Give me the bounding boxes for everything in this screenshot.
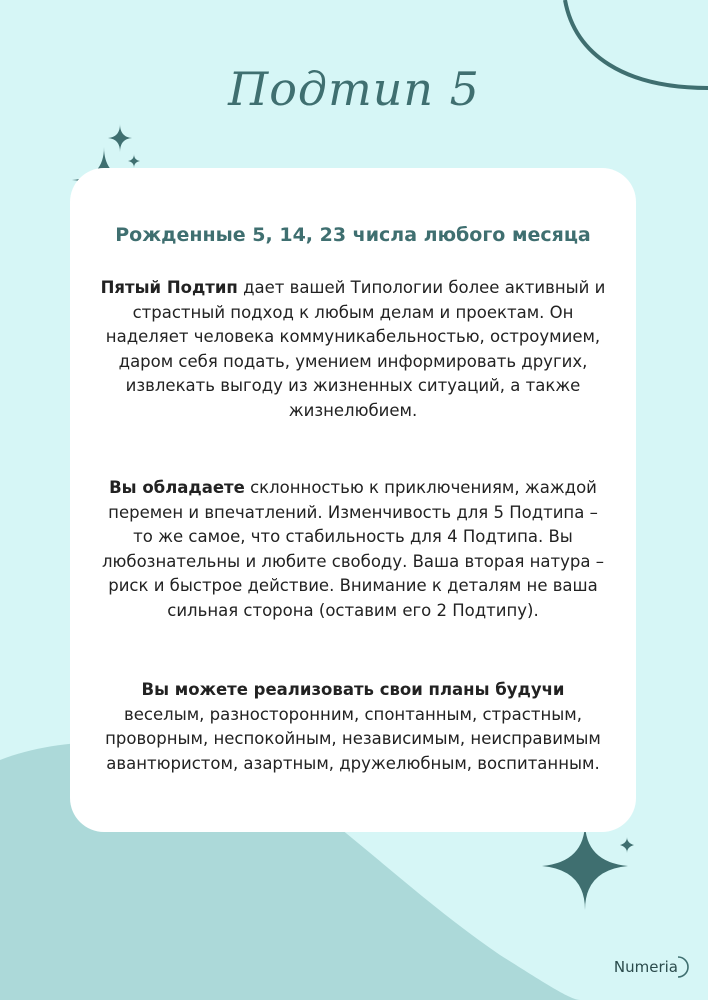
sparkle-icon — [128, 154, 140, 168]
paragraph-2 — [100, 476, 606, 623]
paragraph-3-text: веселым, разносторонним, спонтанным, страстным, проворным, неспокойным, независимым, неисправимым авантюристом, азартным, дружелюбным, воспитанным. — [105, 704, 601, 773]
paragraph-2-text: склонностью к приключениям, жаждой перемен и впечатлений. Изменчивость для 5 Подтипа – то же самое, что стабильность для 4 Подтипа. Вы любознательны и любите свободу. Ваша вторая натура – риск и быстрое действие. Внимание к деталям не ваша сильная сторона (оставим его 2 Подтипу). — [101, 478, 605, 620]
sparkle-icon — [542, 822, 628, 910]
sparkle-icon — [108, 124, 132, 152]
brand-logo-text: Numeria — [613, 958, 678, 976]
paragraph-3 — [100, 678, 606, 776]
brand-logo — [614, 955, 690, 979]
paragraph-1 — [100, 276, 606, 423]
paragraph-1-text: дает вашей Типологии более активный и страстный подход к любым делам и проектам. Он наделяет человека коммуникабельностью, остроумием, даром себя подать, умением информировать других, извлекать выгоду из жизненных ситуаций, а также жизнелюбием. — [105, 278, 606, 420]
content-card — [70, 168, 636, 832]
logo-arc-icon — [676, 955, 690, 979]
subtitle: Рожденные 5, 14, 23 числа любого месяца — [115, 224, 591, 246]
paragraph-2-bold: Вы обладаете — [109, 478, 245, 497]
paragraph-1-bold: Пятый Подтип — [100, 278, 238, 297]
sparkle-icon — [620, 837, 634, 853]
paragraph-3-bold: Вы можете реализовать свои планы будучи — [141, 680, 565, 699]
page-title: Подтип 5 — [228, 62, 480, 116]
